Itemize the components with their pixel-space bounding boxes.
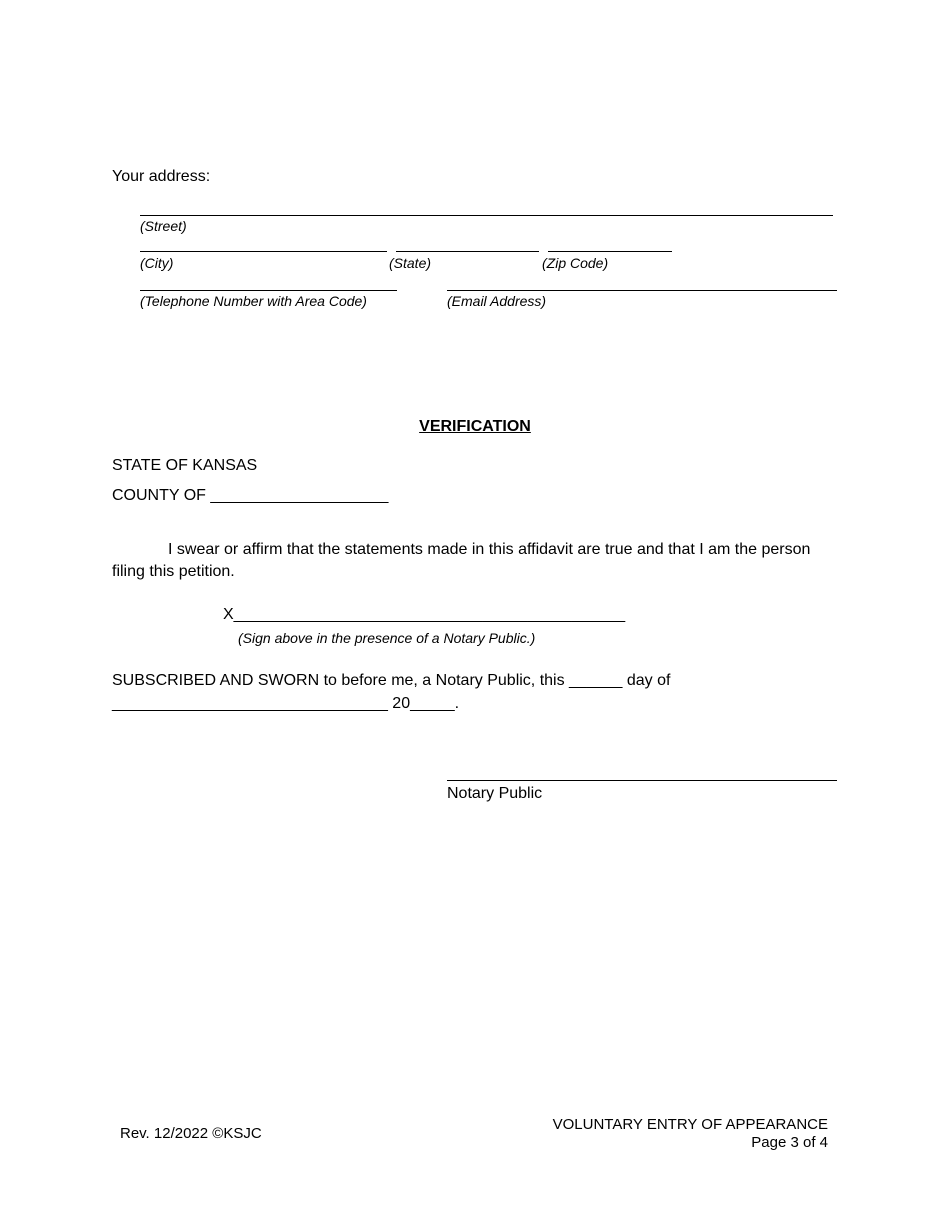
city-line[interactable] [140,251,387,252]
signature-note: (Sign above in the presence of a Notary Public.) [238,630,536,646]
verification-title: VERIFICATION [419,418,531,435]
street-line[interactable] [140,215,833,216]
email-line[interactable] [447,290,837,291]
phone-line[interactable] [140,290,397,291]
email-label: (Email Address) [447,293,547,309]
oath-paragraph: I swear or affirm that the statements made in this affidavit are true and that I am the person filing this petition. [112,541,811,580]
zip-label: (Zip Code) [542,255,609,271]
sworn-line-2: _______________________________ 20_____. [112,695,460,712]
footer-page-number: Page 3 of 4 [751,1134,828,1151]
state-line[interactable] [396,251,539,252]
state-of-kansas: STATE OF KANSAS [112,457,258,474]
footer-revision: Rev. 12/2022 ©KSJC [120,1125,262,1142]
notary-signature-line[interactable] [447,780,837,781]
sworn-line-1: SUBSCRIBED AND SWORN to before me, a Notary Public, this ______ day of [112,672,671,689]
phone-label: (Telephone Number with Area Code) [140,293,367,309]
signature-line[interactable]: X____________________________________________ [223,606,626,623]
notary-label: Notary Public [447,785,543,802]
footer-form-title: VOLUNTARY ENTRY OF APPEARANCE [552,1116,828,1133]
zip-line[interactable] [548,251,672,252]
address-heading: Your address: [112,168,211,185]
county-line: COUNTY OF ____________________ [112,487,389,504]
state-label: (State) [389,255,432,271]
city-label: (City) [140,255,174,271]
street-label: (Street) [140,218,187,234]
